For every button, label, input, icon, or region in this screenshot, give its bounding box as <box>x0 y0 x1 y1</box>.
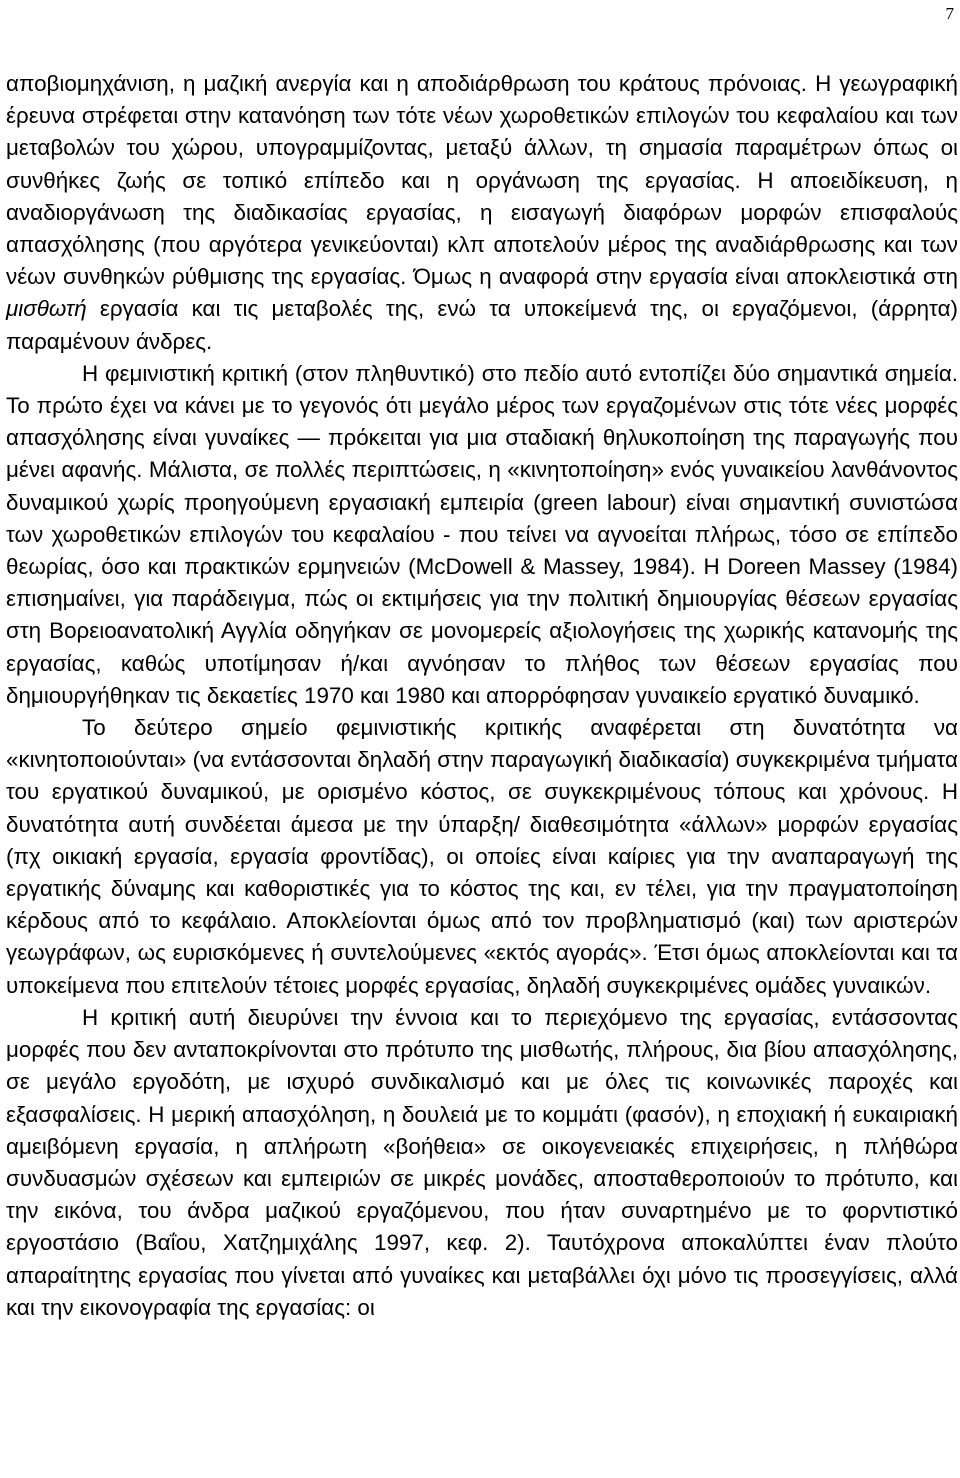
paragraph-2: Η φεμινιστική κριτική (στον πληθυντικό) στο πεδίο αυτό εντοπίζει δύο σημαντικά σημεία. Το πρώτο έχει να κάνει με το γεγονός ότι μεγάλο μέρος των εργαζομένων στις τότε νέες μορφές απασχόλησης είναι γυναίκες — πρόκειται για μια σταδιακή θηλυκοποίηση της παραγωγής που μένει αφανής. Μάλιστα, σε πολλές περιπτώσεις, η «κινητοποίηση» ενός γυναικείου λανθάνοντος δυναμικού χωρίς προηγούμενη εργασιακή εμπειρία (green labour) είναι σημαντική συνιστώσα των χωροθετικών επιλογών του κεφαλαίου - που τείνει να αγνοείται πλήρως, τόσο σε επίπεδο θεωρίας, όσο και πρακτικών ερμηνειών (McDowell & Massey, 1984). Η Doreen Massey (1984) επισημαίνει, για παράδειγμα, πώς οι εκτιμήσεις για την πολιτική δημιουργίας θέσεων εργασίας στη Βορειοανατολική Αγγλία οδηγήκαν σε μονομερείς αξιολογήσεις της χωρικής κατανομής της εργασίας, καθώς υποτίμησαν ή/και αγνόησαν το πλήθος των θέσεων εργασίας που δημιουργήθηκαν τις δεκαετίες 1970 και 1980 και απορρόφησαν γυναικείο εργατικό δυναμικό. <box>6 360 958 708</box>
paragraph-4: Η κριτική αυτή διευρύνει την έννοια και το περιεχόμενο της εργασίας, εντάσσοντας μορφές που δεν ανταποκρίνονται στο πρότυπο της μισθωτής, πλήρους, δια βίου απασχόλησης, σε μεγάλο εργοδότη, με ισχυρό συνδικαλισμό και με όλες τις κοινωνικές παροχές και εξασφαλίσεις. Η μερική απασχόληση, η δουλειά με το κομμάτι (φασόν), η εποχιακή ή ευκαιριακή αμειβόμενη εργασία, η απλήρωτη «βοήθεια» σε οικογενειακές επιχειρήσεις, η πλήθώρα συνδυασμών σχέσεων και εμπειριών σε μικρές μονάδες, αποσταθεροποιούν το πρότυπο, και την εικόνα, του άνδρα μαζικού εργαζόμενου, που ήταν συναρτημένο με το φορντιστικό εργοστάσιο (Βαΐου, Χατζημιχάλης 1997, κεφ. 2). Ταυτόχρονα αποκαλύπτει έναν πλούτο απαραίτητης εργασίας που γίνεται από γυναίκες και μεταβάλλει όχι μόνο τις προσεγγίσεις, αλλά και την εικονογραφία της εργασίας: οι <box>6 1004 958 1320</box>
emphasis-misthoti: μισθωτή <box>6 296 87 322</box>
paragraph-1-text-b: εργασία και τις μεταβολές της, ενώ τα υποκείμενά της, οι εργαζόμενοι, (άρρητα) παραμένουν άνδρες. <box>6 296 958 354</box>
paragraph-3: Το δεύτερο σημείο φεμινιστικής κριτικής αναφέρεται στη δυνατότητα να «κινητοποιούνται» (να εντάσσονται δηλαδή στην παραγωγική διαδικασία) συγκεκριμένα τμήματα του εργατικού δυναμικού, με ορισμένο κόστος, σε συγκεκριμένους τόπους και χρόνους. Η δυνατότητα αυτή συνδέεται άμεσα με την ύπαρξη/ διαθεσιμότητα «άλλων» μορφών εργασίας (πχ οικιακή εργασία, εργασία φροντίδας), οι οποίες είναι καίριες για την αναπαραγωγή της εργατικής δύναμης και καθοριστικές για το κόστος της και, εν τέλει, για την πραγματοποίηση κέρδους από το κεφάλαιο. Αποκλείονται όμως από τον προβληματισμό (και) των αριστερών γεωγράφων, ως ευρισκόμενες ή συντελούμενες «εκτός αγοράς». Έτσι όμως αποκλείονται και τα υποκείμενα που επιτελούν τέτοιες μορφές εργασίας, δηλαδή συγκεκριμένες ομάδες γυναικών. <box>6 715 958 998</box>
paragraph-1-text-a: αποβιομηχάνιση, η μαζική ανεργία και η αποδιάρθρωση του κράτους πρόνοιας. Η γεωγραφική έρευνα στρέφεται στην κατανόηση των τότε νέων χωροθετικών επιλογών του κεφαλαίου και των μεταβολών του χώρου, υπογραμμίζοντας, μεταξύ άλλων, τη σημασία παραμέτρων όπως οι συνθήκες ζωής σε τοπικό επίπεδο και η οργάνωση της εργασίας. Η αποειδίκευση, η αναδιοργάνωση της διαδικασίας εργασίας, η εισαγωγή διαφόρων μορφών επισφαλούς απασχόλησης (που αργότερα γενικεύονται) κλπ αποτελούν μέρος της αναδιάρθρωσης και των νέων συνθηκών ρύθμισης της εργασίας. Όμως η αναφορά στην εργασία είναι αποκλειστικά στη <box>6 71 958 290</box>
body-text <box>6 68 958 1324</box>
page-number: 7 <box>945 4 954 23</box>
paragraph-1 <box>6 68 958 358</box>
